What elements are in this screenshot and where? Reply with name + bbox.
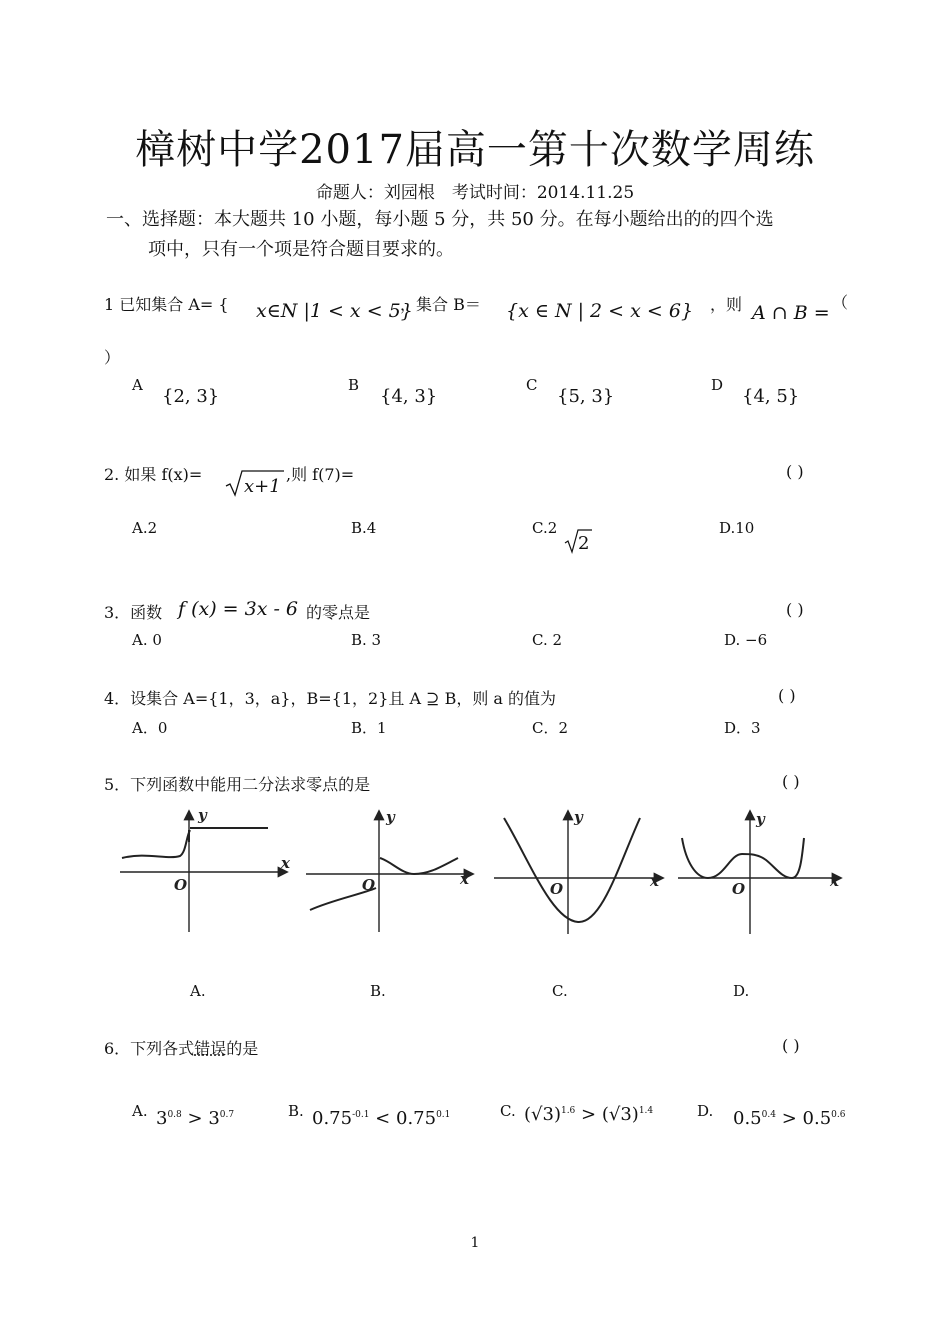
q6-b-relation: < (375, 1108, 391, 1129)
q5-b-origin-label: O (362, 876, 376, 894)
q1-option-d-letter: D (711, 376, 724, 394)
q1-option-c: {5, 3} (557, 386, 615, 407)
q2-option-a: A.2 (132, 519, 158, 537)
q4-option-c: C．2 (532, 719, 569, 737)
q3-stem: 3．函数 (104, 603, 163, 622)
q1-option-b: {4, 3} (380, 386, 438, 407)
q6-option-b-expr (312, 1108, 450, 1129)
q3-option-d: D. −6 (724, 631, 768, 649)
q2-option-d: D.10 (719, 519, 755, 537)
q5-b-y-label: y (386, 808, 395, 826)
q2-stem: 2. 如果 f(x)= (104, 465, 203, 484)
q4-option-a: A．0 (132, 719, 168, 737)
q1-set-b: {x ∈ N | 2 < x < 6} (506, 300, 694, 322)
q6-option-d-expr (733, 1108, 846, 1129)
q3-answer-paren: ( ) (786, 600, 804, 619)
q3-option-c: C. 2 (532, 631, 563, 649)
q6-option-d-letter: D. (697, 1102, 714, 1120)
q6-b-exp2: 0.1 (436, 1110, 451, 1120)
q5-d-origin-label: O (732, 880, 746, 898)
q2-option-c-radicand: 2 (578, 533, 590, 554)
q5-stem: 5．下列函数中能用二分法求零点的是 (104, 775, 371, 794)
q3-stem-tail: 的零点是 (306, 603, 371, 622)
q1-paren-close: ） (104, 348, 121, 367)
q4-answer-paren: ( ) (778, 686, 796, 705)
section-heading-continued: 项中，只有一个项是符合题目要求的。 (148, 239, 454, 260)
q6-d-base2: 0.5 (802, 1108, 832, 1129)
q5-b-x-label: x (460, 870, 469, 888)
q4-option-d: D．3 (724, 719, 761, 737)
q5-graph-b (302, 802, 482, 942)
q6-stem-b: 的是 (226, 1039, 259, 1058)
exam-info: 命题人：刘园根 考试时间：2014.11.25 (315, 183, 635, 203)
q1-option-b-letter: B (348, 376, 360, 394)
q5-d-x-label: x (830, 872, 839, 890)
q1-paren-open: （ (832, 293, 849, 312)
q6-answer-paren: ( ) (782, 1036, 800, 1055)
q6-d-base1: 0.5 (733, 1108, 762, 1129)
q1-option-a: {2, 3} (162, 386, 220, 407)
q6-b-base1: 0.75 (312, 1108, 353, 1129)
q6-stem-emphasis: 错误 (194, 1039, 227, 1058)
q5-a-y-label: y (198, 806, 207, 824)
q3-option-b: B. 3 (351, 631, 382, 649)
q6-a-exp1: 0.8 (167, 1110, 182, 1120)
q5-a-origin-label: O (174, 876, 188, 894)
q6-a-base1: 3 (156, 1108, 168, 1129)
q2-stem-tail: ,则 f(7)= (286, 465, 355, 484)
q6-c-base2: (√3) (601, 1104, 639, 1125)
q5-c-origin-label: O (550, 880, 564, 898)
q1-stem-b: ，集合 B＝ (400, 295, 481, 314)
q4-stem: 4．设集合 A={1，3，a}，B={1，2}且 A ⊇ B，则 a 的值为 (104, 689, 557, 708)
page-number: 1 (470, 1235, 480, 1251)
q6-option-c-letter: C. (500, 1102, 516, 1120)
q2-option-b: B.4 (351, 519, 377, 537)
q6-stem-start (104, 1036, 258, 1059)
q5-c-y-label: y (574, 808, 583, 826)
q1-option-d: {4, 5} (742, 386, 800, 407)
q6-c-base1: (√3) (524, 1104, 561, 1125)
q5-c-x-label: x (650, 872, 659, 890)
q1-option-c-letter: C (526, 376, 538, 394)
q5-answer-paren: ( ) (782, 772, 800, 791)
section-heading: 一、选择题：本大题共 10 小题，每小题 5 分，共 50 分。在每小题给出的的四个选 (106, 209, 774, 230)
q6-option-c-expr (524, 1104, 653, 1125)
q6-b-base2: 0.75 (396, 1108, 437, 1129)
q6-a-base2: 3 (208, 1108, 220, 1129)
q6-d-relation: > (781, 1108, 797, 1129)
q1-stem-a: 1 已知集合 A= { (104, 295, 229, 314)
q3-function: f (x) = 3x - 6 (178, 598, 299, 620)
q6-option-b-letter: B. (288, 1102, 304, 1120)
q6-option-a-letter: A. (132, 1102, 148, 1120)
q6-option-a-expr (156, 1108, 234, 1129)
q5-a-x-label: x (281, 854, 290, 872)
q2-option-c: C.2 (532, 519, 558, 537)
q6-c-exp2: 1.4 (638, 1106, 654, 1116)
page-title: 樟树中学2017届高一第十次数学周练 (135, 127, 815, 173)
q6-stem-a: 6．下列各式 (104, 1039, 195, 1058)
q6-c-exp1: 1.6 (560, 1106, 576, 1116)
q2-answer-paren: ( ) (786, 462, 804, 481)
q5-option-b: B. (370, 982, 386, 1000)
q1-set-a: x∈N |1 < x < 5} (256, 300, 413, 322)
q5-graph-c (490, 802, 670, 942)
q6-d-exp2: 0.6 (831, 1110, 846, 1120)
q5-option-a: A. (190, 982, 206, 1000)
q5-graph-a (116, 802, 296, 942)
q1-option-a-letter: A (132, 376, 143, 394)
q6-c-relation: > (581, 1104, 597, 1125)
q4-option-b: B．1 (351, 719, 387, 737)
q3-option-a: A. 0 (132, 631, 162, 649)
q5-option-d: D. (733, 982, 750, 1000)
q1-stem-c: ，则 (710, 295, 743, 314)
q5-d-y-label: y (756, 810, 765, 828)
q6-d-exp1: 0.4 (761, 1110, 776, 1120)
q5-option-c: C. (552, 982, 568, 1000)
q1-intersection: A ∩ B = (752, 302, 830, 324)
q5-graph-d (674, 802, 850, 942)
q6-a-relation: > (187, 1108, 203, 1129)
q6-a-exp2: 0.7 (219, 1110, 235, 1120)
q2-radicand: x+1 (244, 476, 281, 497)
q6-b-exp1: -0.1 (352, 1110, 370, 1120)
